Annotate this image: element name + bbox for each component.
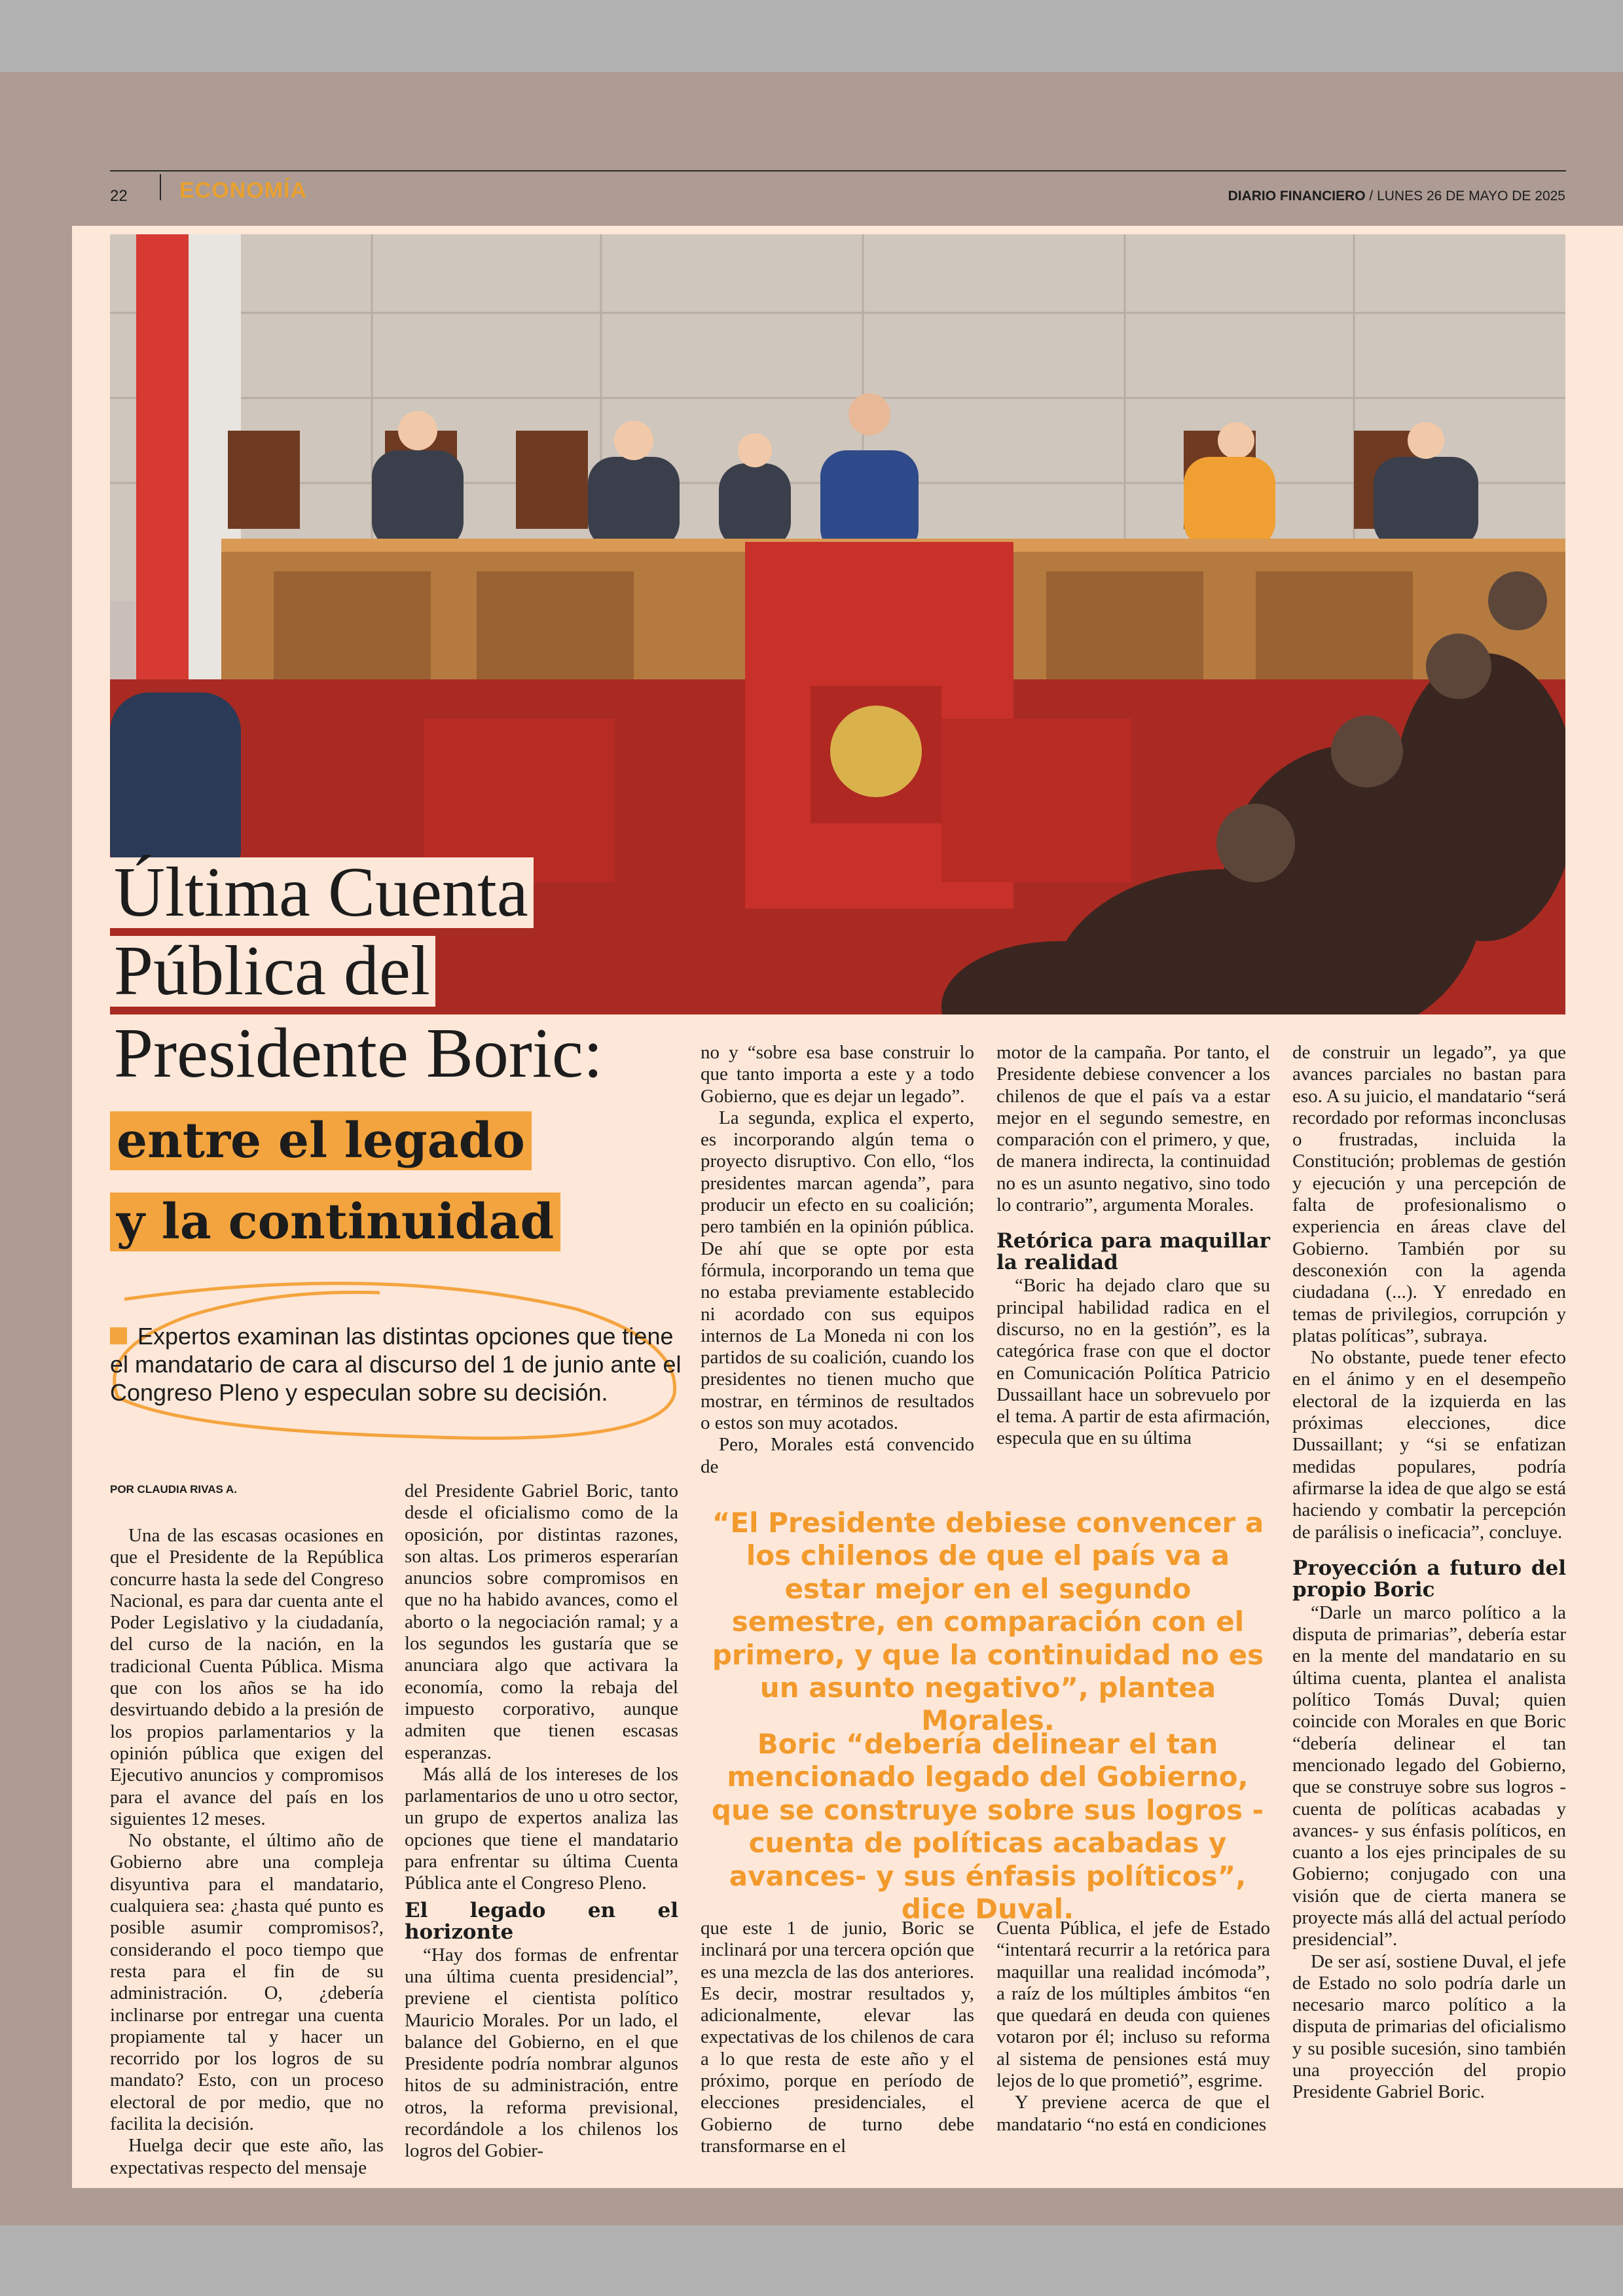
- paragraph: Y previene acerca de que el mandatario “no está en condiciones: [996, 2092, 1270, 2135]
- paragraph: que este 1 de junio, Boric se inclinará por una tercera opción que es una mezcla de las dos anteriores. Es decir, mostrar resultados y, adicionalmente, elevar las expectativas de los chilenos de cara a lo que resta de este año y el próximo, porque en período de elecciones presidenciales, el Gobierno de turno debe transformarse en el: [701, 1918, 974, 2157]
- paragraph: No obstante, el último año de Gobierno abre una compleja disyuntiva para el mandatario, cualquiera sea: ¿hasta qué punto es posible asumir compromisos?, considerando el poco tiempo que resta para el fin de su administración. O, ¿debería inclinarse por entregar una cuenta propiamente tal y hacer un recorrido por los logros de su mandato? Esto, con un proceso electoral de por medio, que no facilita la decisión.: [110, 1830, 384, 2135]
- paragraph: Más allá de los intereses de los parlamentarios de uno u otro sector, un grupo de expertos analiza las opciones que tiene el mandatario para enfrentar su última Cuenta Pública ante el Congreso Pleno.: [405, 1763, 678, 1894]
- column-5: [1292, 1042, 1566, 2104]
- headline-highlight-1: entre el legado: [110, 1111, 532, 1170]
- viewer-top-bar: [0, 0, 1623, 72]
- paragraph: De ser así, sostiene Duval, el jefe de Estado no solo podría darle un necesario marco político a la disputa de primarias del oficialismo y su posible sucesión, sino también una proyección del propio Presidente Gabriel Boric.: [1292, 1950, 1566, 2103]
- paragraph: del Presidente Gabriel Boric, tanto desde el oficialismo como de la oposición, por distintas razones, son altas. Los primeros esperarían anuncios sobre compromisos en que no ha habido avances, como el aborto o la negociación ramal; y a los segundos les gustaría que se anunciara algo que activara la economía, como la rebaja del impuesto corporativo, aunque admiten que tienen escasas esperanzas.: [405, 1480, 678, 1763]
- deck-bullet-icon: [110, 1327, 127, 1344]
- subheading-retorica: Retórica para maquillar la realidad: [996, 1229, 1270, 1275]
- page-number: 22: [110, 187, 128, 205]
- header-separator: [160, 174, 161, 200]
- paragraph: de construir un legado”, ya que avances parciales no bastan para eso. A su juicio, el mandatario “será recordado por reformas inconclusas o frustradas, incluida la Constitución; problemas de gestión y ejecución y una percepción de falta de profesionalismo o experiencia en áreas clave del Gobierno. También por su desconexión con la agenda ciudadana (...). Y enredado en temas de privilegios, corrupción y platas políticas”, subraya.: [1292, 1042, 1566, 1346]
- subheading-legado: El legado en el horizonte: [405, 1898, 678, 1944]
- paragraph: Una de las escasas ocasiones en que el Presidente de la República concurre hasta la sede del Congreso Nacional, es para dar cuenta ante el Poder Legislativo y la ciudadanía, del curso de la nación, en la tradicional Cuenta Pública. Misma que con los años se ha ido desvirtuando debido a la presión de los propios parlamentarios y la opinión pública que exigen del Ejecutivo anuncios y compromisos para el avance del país en los siguientes 12 meses.: [110, 1525, 384, 1829]
- column-4-bottom: [996, 1918, 1270, 2136]
- column-3-bottom: [701, 1918, 974, 2157]
- newspaper-name: DIARIO FINANCIERO: [1228, 188, 1366, 204]
- paragraph: motor de la campaña. Por tanto, el Presidente debiese convencer a los chilenos de que el país va a estar mejor en el segundo semestre, en comparación con el primero, y que, de manera indirecta, la continuidad no es un asunto negativo, sino todo lo contrario”, argumenta Morales.: [996, 1042, 1270, 1216]
- column-1: [110, 1525, 384, 2179]
- paragraph: Pero, Morales está convencido de: [701, 1434, 974, 1477]
- column-2: [405, 1480, 678, 2162]
- paragraph: Huelga decir que este año, las expectativas respecto del mensaje: [110, 2135, 384, 2178]
- headline-line-3: Presidente Boric:: [109, 1018, 608, 1089]
- byline: POR CLAUDIA RIVAS A.: [110, 1483, 237, 1496]
- paragraph: La segunda, explica el experto, es incorporando algún tema o proyecto disruptivo. Con ello, “los presidentes marcan agenda”, para producir un efecto en su coalición; pero también en la opinión pública. De ahí que se opte por esta fórmula, incorporando un tema que no estaba previamente establecido ni acordado con sus equipos internos de La Moneda ni con los partidos de su coalición, cuando los presidentes no tienen mucho que mostrar, en términos de resultados o estos son muy acotados.: [701, 1107, 974, 1434]
- viewer-bottom-bar: [0, 2225, 1623, 2296]
- paragraph: “Boric ha dejado claro que su principal habilidad radica en el discurso, no en la gestión”, es la categórica frase con que el doctor en Comunicación Política Patricio Dussaillant hace un sobrevuelo por el tema. A partir de esta afirmación, especula que en su última: [996, 1275, 1270, 1449]
- article-deck: [110, 1322, 686, 1407]
- header-rule: [110, 170, 1566, 171]
- headline-highlight-2: y la continuidad: [110, 1193, 560, 1251]
- section-name: ECONOMÍA: [179, 178, 307, 203]
- paragraph: No obstante, puede tener efecto en el ánimo y en el desempeño electoral de la izquierda en las próximas elecciones, dice Dussaillant; y “si se enfatizan medidas populares, podría afirmarse la idea de que algo se está haciendo y combatir la percepción de parálisis o ineficacia”, concluye.: [1292, 1347, 1566, 1543]
- deck-text: Expertos examinan las distintas opciones que tiene el mandatario de cara al discurso del 1 de junio ante el Congreso Pleno y especulan sobre su decisión.: [110, 1323, 682, 1407]
- column-3-top: [701, 1042, 974, 1478]
- paragraph: Cuenta Pública, el jefe de Estado “intentará recurrir a la retórica para maquillar una realidad incómoda”, a raíz de los múltiples ámbitos “en que quedará en deuda con quienes votaron por él; incluso su reforma al sistema de pensiones está muy lejos de lo que prometió”, esgrime.: [996, 1918, 1270, 2092]
- headline-line-1: Última Cuenta: [109, 857, 534, 928]
- subheading-proyeccion: Proyección a futuro del propio Boric: [1292, 1556, 1566, 1602]
- pull-quote-duval: Boric “debería delinear el tan mencionado legado del Gobierno, que se construye sobre sus logros -cuenta de políticas acabadas y avances- y sus énfasis políticos”, dice Duval.: [711, 1728, 1264, 1925]
- newspaper-dateline: [1228, 188, 1565, 204]
- paragraph: “Darle un marco político a la disputa de primarias”, debería estar en la mente del mandatario en su última cuenta, plantea el analista político Tomás Duval; quien coincide con Morales en que Boric “debería delinear el tan mencionado legado del Gobierno, que se construye sobre sus logros -cuenta de políticas acabadas y avances- y sus énfasis políticos, en cuanto a los ejes principales de su Gobierno; conjugado con una visión que de cierta manera se proyecte más allá del actual período presidencial”.: [1292, 1602, 1566, 1950]
- issue-date: / LUNES 26 DE MAYO DE 2025: [1369, 188, 1565, 204]
- headline-line-2: Pública del: [109, 936, 435, 1007]
- column-4-top: [996, 1042, 1270, 1450]
- pull-quote-morales: “El Presidente debiese convencer a los chilenos de que el país va a estar mejor en el segundo semestre, en comparación con el primero, y que la continuidad no es un asunto negativo”, plantea Morales.: [712, 1507, 1264, 1737]
- paragraph: “Hay dos formas de enfrentar una última cuenta presidencial”, previene el cientista político Mauricio Morales. Por un lado, el balance del Gobierno, en el que Presidente podría nombrar algunos hitos de su administración, entre otros, la reforma previsional, recordándole a los chilenos los logros del Gobier-: [405, 1944, 678, 2162]
- paragraph: no y “sobre esa base construir lo que tanto importa a este y a todo Gobierno, que es dejar un legado”.: [701, 1042, 974, 1107]
